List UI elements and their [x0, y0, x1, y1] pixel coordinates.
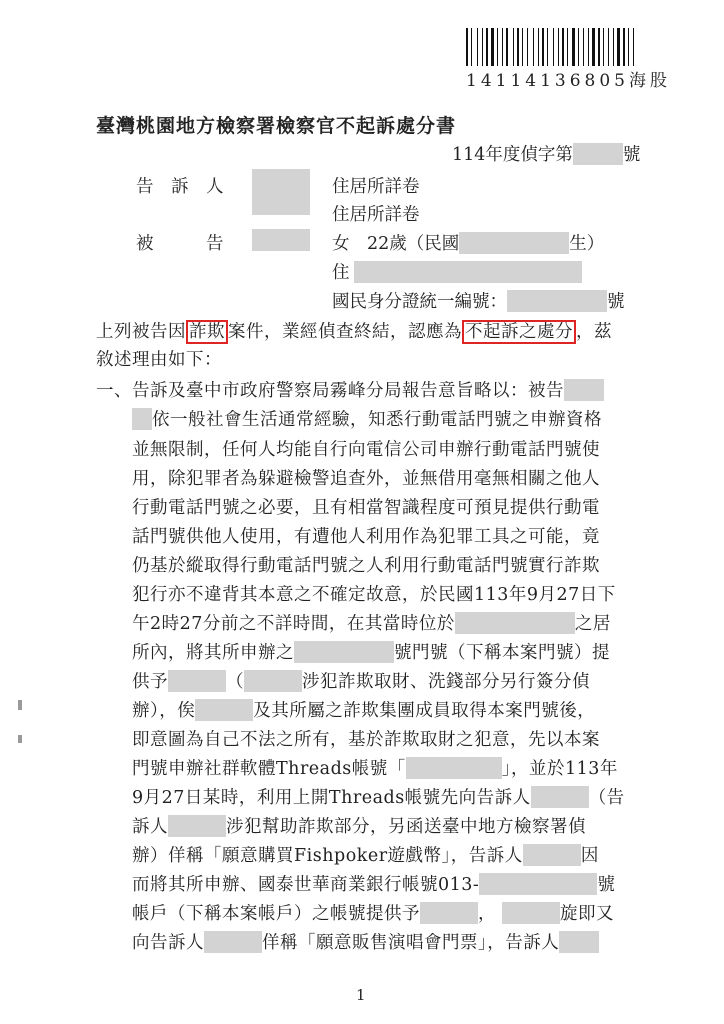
defendant-id: 國民身分證統一編號： 號 — [332, 292, 625, 312]
barcode-bar — [522, 28, 523, 66]
redaction — [168, 670, 226, 692]
defendant-address: 住 — [332, 259, 582, 284]
barcode-bar — [495, 28, 496, 66]
barcode-bar — [477, 28, 478, 66]
barcode-bar — [520, 28, 521, 66]
barcode-bar — [473, 28, 476, 66]
barcode-bar — [562, 28, 564, 66]
redaction — [479, 873, 597, 895]
barcode-bar — [502, 28, 503, 66]
barcode-bar — [538, 28, 539, 66]
scan-mark — [18, 700, 22, 710]
barcode-bar — [515, 28, 516, 66]
redaction — [195, 699, 253, 721]
body-line: 仍基於縱取得行動電話門號之人利用行動電話門號實行詐欺 — [132, 556, 600, 576]
barcode-bar — [542, 28, 544, 66]
barcode-bar — [590, 28, 591, 66]
redaction — [559, 931, 599, 953]
barcode-bar — [603, 28, 604, 66]
body-line: 門號申辦社群軟體Threads帳號「 」，並於113年 — [132, 759, 618, 779]
crime-highlight: 詐欺 — [186, 320, 228, 344]
redaction — [455, 612, 575, 634]
redaction — [168, 815, 226, 837]
barcode-bar — [489, 28, 490, 66]
decision-highlight: 不起訴之處分 — [462, 320, 576, 344]
defendant-label: 被 告 — [136, 234, 224, 254]
body-line: 並無限制，任何人均能自行向電信公司申辦行動電話門號使 — [132, 440, 600, 460]
redaction — [459, 232, 569, 254]
complainant-address-1: 住居所詳卷 — [332, 177, 420, 197]
redaction — [252, 229, 310, 251]
barcode-bar — [601, 28, 602, 66]
page-number: 1 — [356, 986, 366, 1004]
barcode-bar — [555, 28, 557, 66]
body-line: 向告訴人 佯稱「願意販售演唱會門票」，告訴人 — [132, 929, 599, 954]
barcode-bar — [558, 28, 559, 66]
redaction — [531, 786, 589, 808]
body-line: 用，除犯罪者為躲避檢警追查外，並無借用毫無相關之他人 — [132, 469, 600, 489]
barcode-bar — [585, 28, 587, 66]
barcode-bar — [621, 28, 622, 66]
barcode-bar — [482, 28, 483, 66]
barcode-bar — [533, 28, 534, 66]
redaction — [132, 408, 152, 430]
barcode-bar — [535, 28, 537, 66]
body-line: 辦）佯稱「願意購買Fishpoker遊戲幣」，告訴人 因 — [132, 846, 599, 866]
barcode-bar — [524, 28, 526, 66]
barcode-bar — [596, 28, 597, 66]
redaction — [420, 902, 478, 924]
redaction — [523, 844, 581, 866]
barcode-bar — [605, 28, 607, 66]
body-line: 而將其所申辦、國泰世華商業銀行帳號013- 號 — [132, 875, 616, 895]
barcode-bar — [569, 28, 571, 66]
body-line: 帳戶（下稱本案帳戶）之帳號提供予 ， 旋即又 — [132, 904, 614, 924]
redaction — [502, 902, 560, 924]
barcode-bar — [504, 28, 505, 66]
barcode-bar — [592, 28, 595, 66]
barcode-bar — [572, 28, 575, 66]
body-line: 話門號供他人使用，有遭他人利用作為犯罪工具之可能，竟 — [132, 527, 600, 547]
barcode-bar — [471, 28, 472, 66]
intro-line-2: 敘述理由如下： — [96, 350, 222, 370]
barcode-bar — [633, 28, 634, 66]
body-line: 辦），俟 及其所屬之詐欺集團成員取得本案門號後， — [132, 701, 596, 721]
barcode-bar — [565, 28, 566, 66]
barcode-bar — [580, 28, 582, 66]
redaction — [354, 261, 582, 283]
barcode-bar — [567, 28, 568, 66]
body-line: 9月27日某時，利用上開Threads帳號先向告訴人 （告 — [132, 788, 625, 808]
barcode-bar — [598, 28, 600, 66]
barcode-bar — [545, 28, 546, 66]
body-line: 即意圖為自己不法之所有，基於詐欺取財之犯意，先以本案 — [132, 730, 600, 750]
barcode-bar — [517, 28, 519, 66]
barcode-bar — [549, 28, 552, 66]
barcode-bar — [615, 28, 616, 66]
scan-mark — [18, 735, 22, 743]
body-line: 訴人 涉犯幫助詐欺部分，另函送臺中地方檢察署偵 — [132, 817, 586, 837]
body-line: 行動電話門號之必要，且有相當智識程度可預見提供行動電 — [132, 498, 600, 518]
barcode-bar — [547, 28, 548, 66]
intro-line-1: 上列被告因 詐欺 案件，業經偵查終結，認應為 不起訴之處分 ，茲 — [96, 322, 612, 342]
barcode-bar — [635, 28, 636, 66]
barcode-bar — [486, 28, 488, 66]
barcode-bar — [469, 28, 470, 66]
redaction — [573, 143, 623, 165]
barcode-bar — [484, 28, 485, 66]
redaction — [406, 757, 502, 779]
redaction — [294, 641, 394, 663]
barcode-bar — [540, 28, 541, 66]
redaction — [507, 290, 607, 312]
barcode-bar — [583, 28, 584, 66]
barcode-bar — [630, 28, 632, 66]
barcode-bar — [513, 28, 514, 66]
barcode-bar — [626, 28, 627, 66]
barcode-bar — [553, 28, 554, 66]
body-line: 一、告訴及臺中市政府警察局霧峰分局報告意旨略以：被告 — [96, 377, 604, 402]
body-line: 依一般社會生活通常經驗，知悉行動電話門號之申辦資格 — [132, 406, 602, 431]
body-line: 所內，將其所申辦之 號門號（下稱本案門號）提 — [132, 643, 610, 663]
document-title: 臺灣桃園地方檢察署檢察官不起訴處分書 — [96, 115, 457, 137]
barcode-bar — [617, 28, 620, 66]
barcode-bar — [466, 28, 468, 66]
defendant-info: 女 22歲（民國 生） — [332, 234, 605, 254]
barcode-bar — [613, 28, 614, 66]
barcode-bar — [509, 28, 512, 66]
barcode-number: 14114136805海股 — [466, 71, 671, 91]
body-line: 供予 （ 涉犯詐欺取財、洗錢部分另行簽分偵 — [132, 672, 590, 692]
barcode-bar — [560, 28, 561, 66]
case-number: 114年度偵字第 號 — [452, 145, 641, 165]
barcode-bar — [623, 28, 625, 66]
barcode — [466, 28, 688, 66]
barcode-bar — [499, 28, 501, 66]
barcode-bar — [608, 28, 609, 66]
barcode-bar — [527, 28, 528, 66]
barcode-bar — [497, 28, 498, 66]
barcode-bar — [506, 28, 508, 66]
complainant-address-2: 住居所詳卷 — [332, 205, 420, 225]
redaction — [564, 379, 604, 401]
barcode-bar — [628, 28, 629, 66]
barcode-bar — [588, 28, 589, 66]
redaction — [244, 670, 302, 692]
barcode-bar — [576, 28, 577, 66]
body-line: 犯行亦不違背其本意之不確定故意，於民國113年9月27日下 — [132, 585, 616, 605]
body-line: 午2時27分前之不詳時間，在其當時位於 之居 — [132, 614, 611, 634]
barcode-bar — [491, 28, 494, 66]
redaction — [252, 169, 310, 215]
barcode-bar — [578, 28, 579, 66]
redaction — [204, 931, 262, 953]
complainant-label: 告 訴 人 — [136, 177, 224, 197]
barcode-bar — [610, 28, 612, 66]
barcode-bar — [529, 28, 532, 66]
barcode-bar — [479, 28, 481, 66]
